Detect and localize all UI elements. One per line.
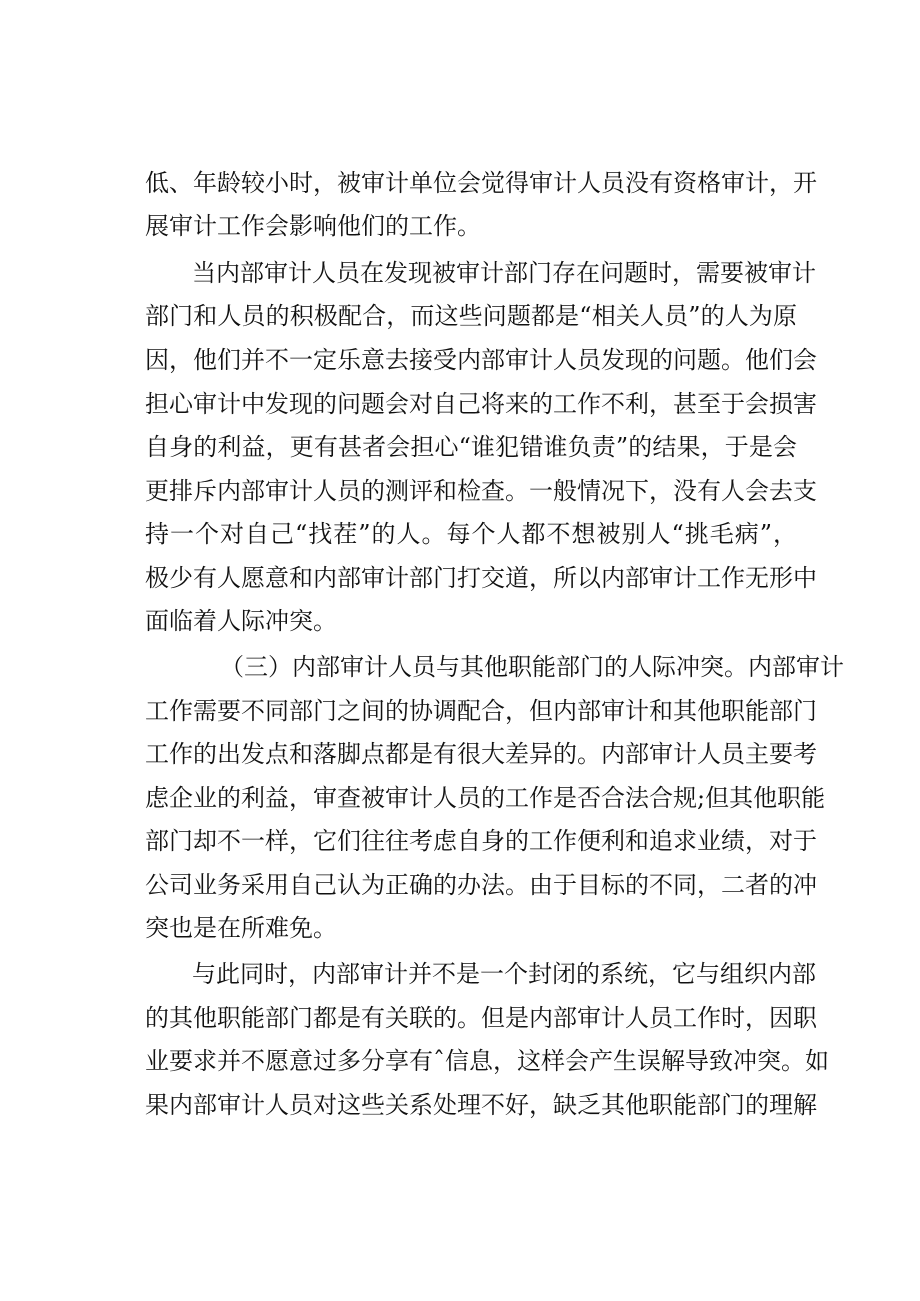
text-line	[0, 558, 920, 598]
line-text: 与此同时，内部审计并不是一个封闭的系统，它与组织内部	[192, 960, 816, 988]
text-line	[0, 865, 920, 905]
text-line	[0, 427, 920, 467]
text-line	[0, 954, 920, 994]
text-line	[0, 384, 920, 424]
line-text: 工作需要不同部门之间的协调配合，但内部审计和其他职能部门	[145, 697, 817, 725]
text-line	[0, 601, 920, 641]
text-line	[0, 1041, 920, 1081]
text-line	[0, 691, 920, 731]
line-text: 低、年龄较小时，被审计单位会觉得审计人员没有资格审计，开	[145, 169, 817, 197]
line-text: 部门和人员的积极配合，而这些问题都是“相关人员”的人为原	[145, 302, 797, 330]
line-text: 自身的利益，更有甚者会担心“谁犯错谁负责”的结果，于是会	[145, 433, 797, 461]
line-text: 业要求并不愿意过多分享有ˆ信息，这样会产生误解导致冲突。如	[145, 1047, 829, 1075]
text-line	[0, 998, 920, 1038]
line-text: 果内部审计人员对这些关系处理不好，缺乏其他职能部门的理解	[145, 1091, 817, 1119]
line-text: 面临着人际冲突。	[145, 607, 337, 635]
text-line	[0, 206, 920, 246]
text-line	[0, 296, 920, 336]
text-line	[0, 1085, 920, 1125]
line-text: 公司业务采用自己认为正确的办法。由于目标的不同，二者的冲	[145, 871, 817, 899]
text-line	[0, 471, 920, 511]
text-line	[0, 734, 920, 774]
text-line	[0, 340, 920, 380]
text-line	[0, 253, 920, 293]
line-text: 更排斥内部审计人员的测评和检查。一般情况下，没有人会去支	[145, 477, 817, 505]
line-text: （三）内部审计人员与其他职能部门的人际冲突。内部审计	[220, 653, 844, 681]
text-line	[0, 908, 920, 948]
line-text: 部门却不一样，它们往往考虑自身的工作便利和追求业绩，对于	[145, 827, 817, 855]
line-text: 担心审计中发现的问题会对自己将来的工作不利，甚至于会损害	[145, 390, 817, 418]
line-text: 突也是在所难免。	[145, 914, 337, 942]
line-text: 的其他职能部门都是有关联的。但是内部审计人员工作时，因职	[145, 1004, 817, 1032]
line-text: 因，他们并不一定乐意去接受内部审计人员发现的问题。他们会	[145, 346, 817, 374]
text-line	[0, 163, 920, 203]
text-line	[0, 821, 920, 861]
text-line	[0, 778, 920, 818]
line-text: 当内部审计人员在发现被审计部门存在问题时，需要被审计	[192, 259, 816, 287]
line-text: 持一个对自己“找茬”的人。每个人都不想被别人“挑毛病”，	[145, 520, 797, 548]
line-text: 展审计工作会影响他们的工作。	[145, 212, 481, 240]
section-heading-line	[0, 647, 920, 687]
line-text: 工作的出发点和落脚点都是有很大差异的。内部审计人员主要考	[145, 740, 817, 768]
line-text: 虑企业的利益，审查被审计人员的工作是否合法合规;但其他职能	[145, 784, 826, 812]
text-line	[0, 514, 920, 554]
line-text: 极少有人愿意和内部审计部门打交道，所以内部审计工作无形中	[145, 564, 817, 592]
